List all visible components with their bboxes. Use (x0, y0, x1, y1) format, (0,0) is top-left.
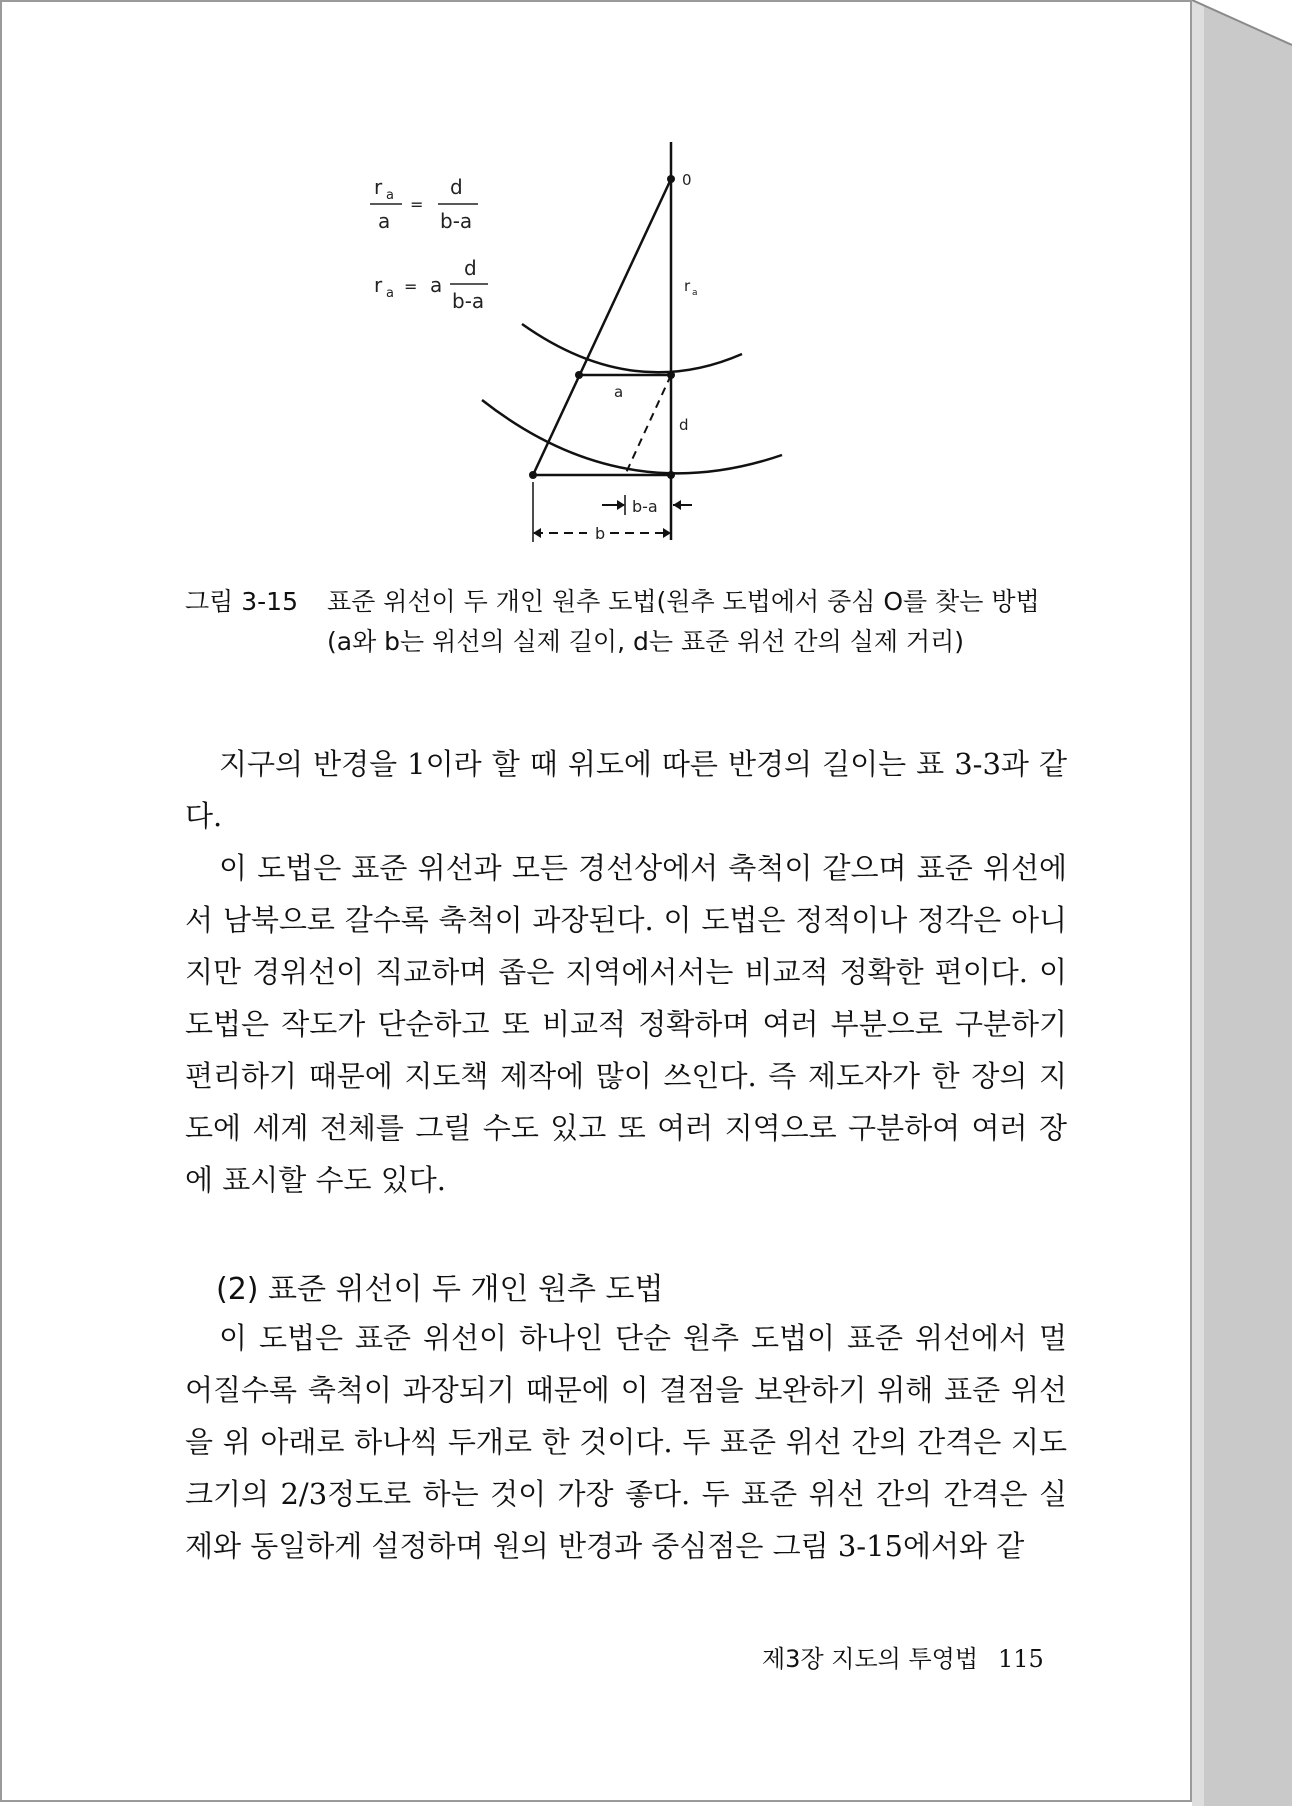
formula1-rhs-den: b-a (440, 209, 473, 233)
section-heading: (2) 표준 위선이 두 개인 원추 도법 (216, 1272, 664, 1307)
section-paragraph: 이 도법은 표준 위선이 하나인 단순 원추 도법이 표준 위선에서 멀어질수록 축척이 과장되기 때문에 이 결점을 보완하기 위해 표준 위선을 위 아래로 하나씩 두개로 한 것이다. 두 표준 위선 간의 간격은 지도 크기의 2/3정도로 하는 것이 가장 좋다. 두 표준 위선 간의 간격은 실제와 동일하게 설정하며 원의 반경과 중심점은 그림 3-15에서와 같 (185, 1321, 1067, 1563)
label-b: b (595, 524, 606, 543)
point-lower-left (529, 471, 537, 479)
lower-parallel-arc (482, 400, 782, 473)
spine-highlight (1192, 0, 1204, 1806)
body-text-block-1 (185, 738, 1067, 1206)
label-a: a (614, 383, 624, 401)
label-ra: r (684, 277, 691, 295)
b-minus-a-left-arrow (617, 500, 625, 510)
formula2-lhs-sub: a (386, 286, 394, 301)
label-b-minus-a: b-a (632, 497, 658, 516)
paragraph-1: 지구의 반경을 1이라 할 때 위도에 따른 반경의 길이는 표 3-3과 같다. (185, 747, 1067, 833)
paragraph-2: 이 도법은 표준 위선과 모든 경선상에서 축척이 같으며 표준 위선에서 남북으로 갈수록 축척이 과장된다. 이 도법은 정적이나 정각은 아니지만 경위선이 직교하며 좁은 지역에서서는 비교적 정확한 편이다. 이 도법은 작도가 단순하고 또 비교적 정확하며 여러 부분으로 구분하기 편리하기 때문에 지도책 제작에 많이 쓰인다. 즉 제도자가 한 장의 지도에 세계 전체를 그릴 수도 있고 또 여러 지역으로 구분하여 여러 장에 표시할 수도 있다. (185, 851, 1067, 1197)
body-text-block-2 (185, 1312, 1067, 1572)
dashed-parallel-line (625, 375, 671, 475)
page-footer (762, 1639, 1044, 1674)
label-d: d (679, 416, 689, 434)
formula2-lhs: r (374, 273, 383, 297)
formula2-eq: = (404, 277, 418, 296)
formula2-coef: a (430, 273, 443, 297)
formula1-lhs-num: r (374, 175, 383, 199)
formula1-lhs-sub: a (386, 188, 394, 203)
caption-line2: (a와 b는 위선의 실제 길이, d는 표준 위선 간의 실제 거리) (327, 627, 964, 656)
formula1-eq: = (410, 195, 424, 214)
upper-parallel-arc (522, 324, 742, 372)
formula1-rhs-num: d (450, 175, 463, 199)
caption-number: 그림 3-15 (185, 587, 298, 616)
conic-projection-figure (342, 132, 812, 552)
formula1-lhs-den: a (378, 209, 391, 233)
label-ra-sub: a (692, 288, 698, 298)
b-minus-a-right-arrow (673, 500, 681, 510)
point-lower-right (667, 471, 675, 479)
b-left-arrow (533, 528, 541, 538)
figure-caption (185, 582, 1085, 662)
formula2-rhs-den: b-a (452, 289, 485, 313)
caption-line1: 표준 위선이 두 개인 원추 도법(원추 도법에서 중심 O를 찾는 방법 (327, 587, 1040, 616)
page-number: 115 (998, 1645, 1044, 1673)
book-spine-edge (1192, 0, 1292, 1806)
spine-face (1192, 0, 1292, 1806)
point-upper-left (575, 371, 583, 379)
slant-line (533, 179, 671, 475)
point-o (667, 175, 675, 183)
formula2-rhs-num: d (464, 256, 477, 280)
point-upper-right (667, 371, 675, 379)
label-o: 0 (682, 171, 692, 189)
chapter-title: 제3장 지도의 투영법 (762, 1645, 978, 1673)
